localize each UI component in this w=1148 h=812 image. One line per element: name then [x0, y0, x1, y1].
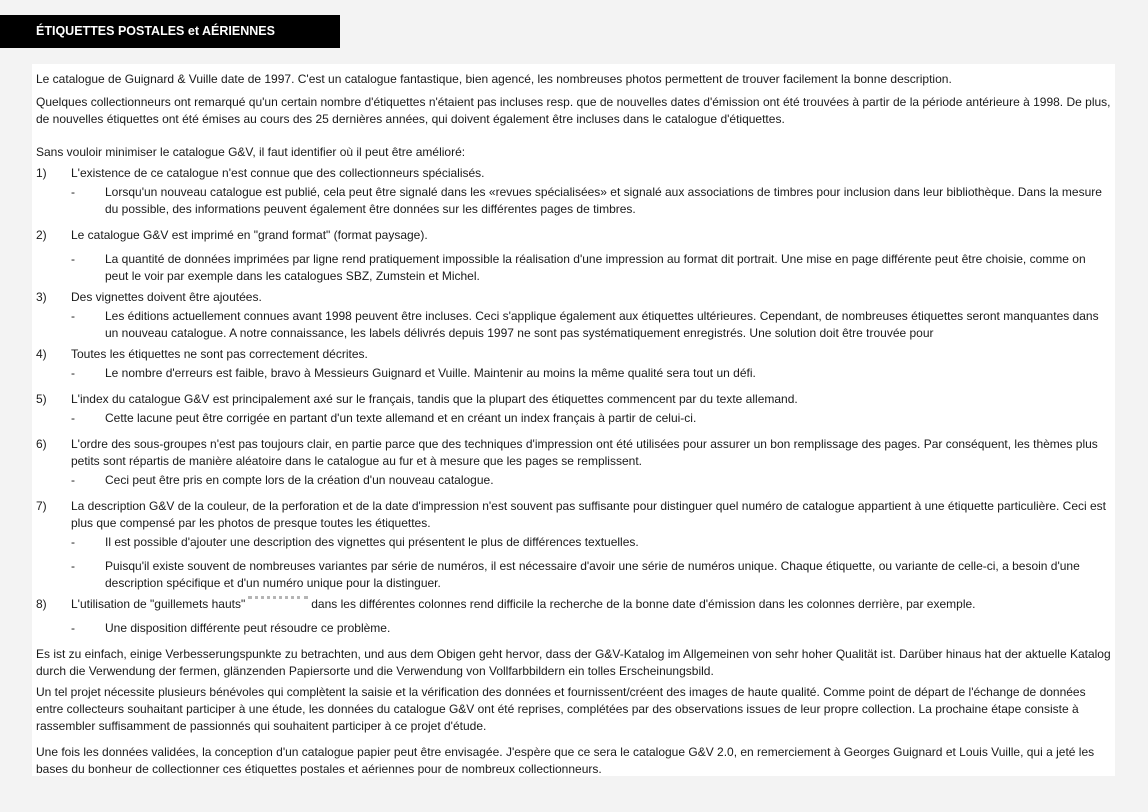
sub-item: [36, 534, 1111, 551]
list-number: 1): [36, 166, 47, 180]
spacer: [36, 128, 1111, 144]
sub-item-text: La quantité de données imprimées par ligne rend pratiquement impossible la réalisation d'une impression au format dit portrait. Une mise en page différente peut être choisie, comme on peut le voir par exemple dans les catalogues SBZ, Zumstein et Michel.: [105, 252, 1086, 283]
list-item-text: [71, 596, 1111, 613]
sub-item-text: Il est possible d'ajouter une description des vignettes qui présentent le plus de différences textuelles.: [105, 535, 639, 549]
article-body: [32, 64, 1115, 776]
sub-item-text: Ceci peut être pris en compte lors de la création d'un nouveau catalogue.: [105, 473, 494, 487]
list-number: 7): [36, 499, 47, 513]
sub-item-text: Une disposition différente peut résoudre ce problème.: [105, 621, 391, 635]
list-item-6: [36, 436, 1111, 470]
list-item-text-start: L'utilisation de "guillemets hauts": [71, 597, 246, 611]
sub-item: [36, 308, 1111, 342]
closing-paragraph-3: Une fois les données validées, la conception d'un catalogue papier peut être envisagée. J'espère que ce sera le catalogue G&V 2.0, en remerciement à Georges Guignard et Louis Vuille, qui a jeté les bases du bonheur de collectionner ces étiquettes postales et aériennes pour de nombreux collectionneurs.: [36, 745, 1095, 776]
dash-bullet: -: [71, 309, 75, 323]
list-item-5: [36, 391, 1111, 408]
list-number: 5): [36, 392, 47, 406]
list-number: 4): [36, 347, 47, 361]
list-item-7: [36, 498, 1111, 532]
closing-paragraph-1: Es ist zu einfach, einige Verbesserungspunkte zu betrachten, und aus dem Obigen geht hervor, dass der G&V-Katalog im Allgemeinen von sehr hoher Qualität ist. Darüber hinaus hat der aktuelle Katalog durch die Verwendung der fermen, glänzenden Papiersorte und die Verwendung von Vollfarbbildern ein tolles Erscheinungsbild.: [36, 647, 1111, 678]
list-item-text-end: dans les différentes colonnes rend difficile la recherche de la bonne date d'émission dans les colonnes derrière, par exemple.: [311, 597, 976, 611]
sub-item: [36, 365, 1111, 382]
dash-bullet: -: [71, 366, 75, 380]
sub-item: [36, 558, 1111, 592]
sub-item: [36, 184, 1111, 218]
sub-item-text: Les éditions actuellement connues avant 1998 peuvent être incluses. Ceci s'applique également aux étiquettes ultérieures. Cependant, de nombreuses étiquettes seront manquantes dans un nouveau catalogue. A notre connaissance, les labels délivrés depuis 1997 ne sont pas systématiquement enregistrés. Une solution doit être trouvée pour: [105, 309, 1099, 340]
dash-bullet: -: [71, 535, 75, 549]
intro-paragraph-1: Le catalogue de Guignard & Vuille date de 1997. C'est un catalogue fantastique, bien agencé, les nombreuses photos permettent de trouver facilement la bonne description.: [36, 72, 952, 86]
list-item-text: L'existence de ce catalogue n'est connue que des collectionneurs spécialisés.: [71, 166, 485, 180]
list-item-text: Le catalogue G&V est imprimé en "grand format" (format paysage).: [71, 228, 428, 242]
list-item-8: [36, 596, 1111, 613]
list-item-1: [36, 165, 1111, 182]
dash-bullet: -: [71, 252, 75, 266]
dash-bullet: -: [71, 411, 75, 425]
list-number: 8): [36, 597, 47, 611]
dash-bullet: -: [71, 559, 75, 573]
sub-item-text: Cette lacune peut être corrigée en partant d'un texte allemand et en créant un index français à partir de celui-ci.: [105, 411, 697, 425]
dash-bullet: -: [71, 185, 75, 199]
sub-item: [36, 620, 1111, 637]
page-title: ÉTIQUETTES POSTALES et AÉRIENNES: [0, 15, 340, 48]
high-quotes-marks: [248, 596, 308, 599]
list-item-4: [36, 346, 1111, 363]
list-item-text: La description G&V de la couleur, de la perforation et de la date d'impression n'est souvent pas suffisante pour distinguer quel numéro de catalogue appartient à une étiquette particulière. Ceci est plus que compensé par les photos de presque toutes les étiquettes.: [71, 499, 1107, 530]
intro-paragraph-2: Quelques collectionneurs ont remarqué qu'un certain nombre d'étiquettes n'étaient pas incluses resp. que de nouvelles dates d'émission ont été trouvées à partir de la période antérieure à 1998. De plus, de nouvelles étiquettes ont été émises au cours des 25 dernières années, qui doivent également être incluses dans le catalogue d'étiquettes.: [36, 95, 1111, 126]
list-number: 3): [36, 290, 47, 304]
list-item-2: [36, 227, 1111, 244]
sub-item-text: Lorsqu'un nouveau catalogue est publié, cela peut être signalé dans les «revues spécialisées» et signalé aux associations de timbres pour inclusion dans leur bibliothèque. Dans la mesure du possible, des informations peuvent également être données sur les différentes pages de timbres.: [105, 185, 1102, 216]
list-number: 2): [36, 228, 47, 242]
list-item-3: [36, 289, 1111, 306]
sub-item-text: Le nombre d'erreurs est faible, bravo à Messieurs Guignard et Vuille. Maintenir au moins la même qualité sera tout un défi.: [105, 366, 756, 380]
list-item-text: L'index du catalogue G&V est principalement axé sur le français, tandis que la plupart des étiquettes commencent par du texte allemand.: [71, 392, 798, 406]
closing-paragraph-2: Un tel projet nécessite plusieurs bénévoles qui complètent la saisie et la vérification des données et fournissent/créent des images de haute qualité. Comme point de départ de l'échange de données entre collecteurs souhaitant participer à une étude, les données du catalogue G&V ont été reprises, complétées par des observations issues de leur propre collection. La prochaine étape consiste à rassembler suffisamment de passionnés qui souhaitent participer à ce projet d'étude.: [36, 685, 1086, 733]
list-item-text: Toutes les étiquettes ne sont pas correctement décrites.: [71, 347, 368, 361]
sub-item: [36, 251, 1111, 285]
lead-paragraph: Sans vouloir minimiser le catalogue G&V, il faut identifier où il peut être amélioré:: [36, 145, 466, 159]
sub-item: [36, 472, 1111, 489]
dash-bullet: -: [71, 621, 75, 635]
list-item-text: L'ordre des sous-groupes n'est pas toujours clair, en partie parce que des techniques d'impression ont été utilisées pour assurer un bon remplissage des pages. Par conséquent, les thèmes plus petits sont répartis de manière aléatoire dans le catalogue au fur et à mesure que les pages se remplissent.: [71, 437, 1098, 468]
list-number: 6): [36, 437, 47, 451]
sub-item-text: Puisqu'il existe souvent de nombreuses variantes par série de numéros, il est nécessaire d'avoir une série de numéros unique. Chaque étiquette, ou variante de celle-ci, a besoin d'une description spécifique et d'un numéro unique pour la distinguer.: [105, 559, 1080, 590]
sub-item: [36, 410, 1111, 427]
list-item-text: Des vignettes doivent être ajoutées.: [71, 290, 262, 304]
dash-bullet: -: [71, 473, 75, 487]
